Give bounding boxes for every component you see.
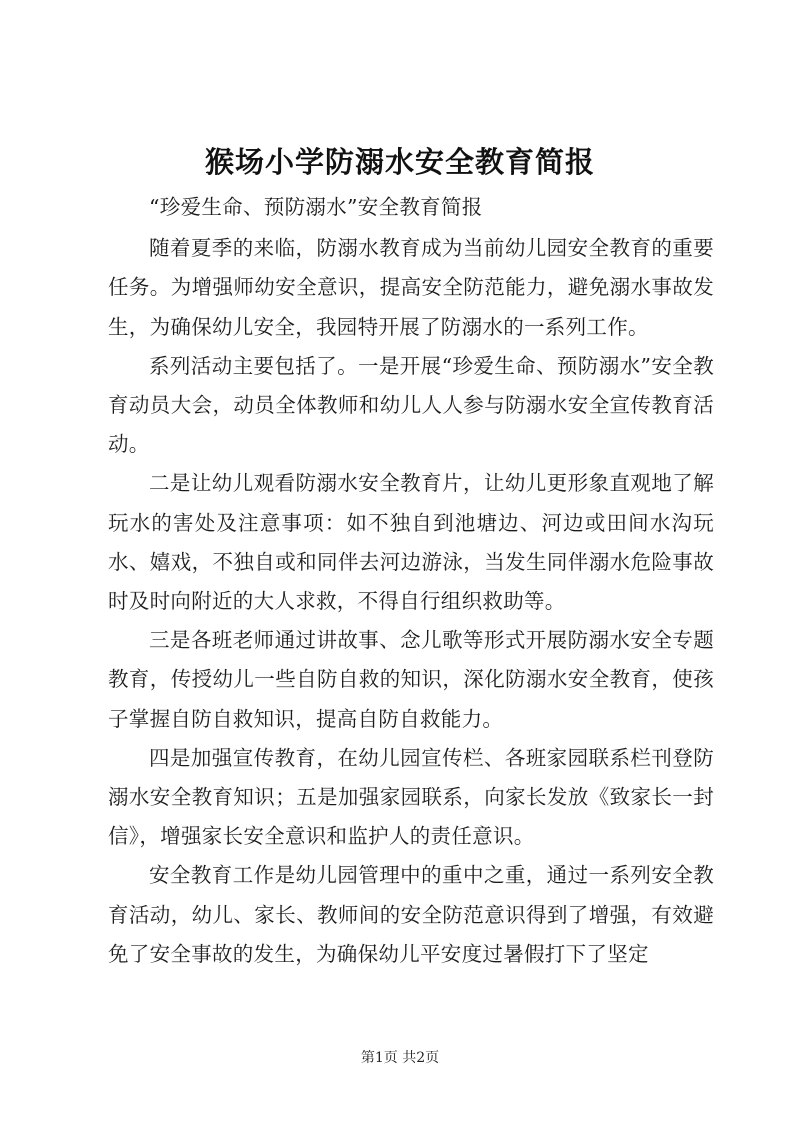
paragraph-activity-three: 三是各班老师通过讲故事、念儿歌等形式开展防溺水安全专题教育，传授幼儿一些自防自救的知识，深化防溺水安全教育，使孩子掌握自防自救知识，提高自防自救能力。 xyxy=(108,628,714,731)
page-footer: 第1页 共2页 xyxy=(360,1050,440,1066)
paragraph-activity-four-five: 四是加强宣传教育，在幼儿园宣传栏、各班家园联系栏刊登防溺水安全教育知识；五是加强家园联系，向家长发放《致家长一封信》，增强家长安全意识和监护人的责任意识。 xyxy=(108,745,714,849)
paragraph-conclusion: 安全教育工作是幼儿园管理中的重中之重，通过一系列安全教育活动，幼儿、家长、教师间的安全防范意识得到了增强，有效避免了安全事故的发生，为确保幼儿平安度过暑假打下了坚定 xyxy=(108,863,714,966)
paragraph-activity-one: 系列活动主要包括了。一是开展“珍爱生命、预防溺水”安全教育动员大会，动员全体教师和幼儿人人参与防溺水安全宣传教育活动。 xyxy=(108,353,714,457)
document-body xyxy=(108,188,714,974)
paragraph-intro: 随着夏季的来临，防溺水教育成为当前幼儿园安全教育的重要任务。为增强师幼安全意识，提高安全防范能力，避免溺水事故发生，为确保幼儿安全，我园特开展了防溺水的一系列工作。 xyxy=(108,236,714,339)
paragraph-activity-two: 二是让幼儿观看防溺水安全教育片，让幼儿更形象直观地了解玩水的害处及注意事项：如不独自到池塘边、河边或田间水沟玩水、嬉戏，不独自或和同伴去河边游泳，当发生同伴溺水危险事故时及时向附近的大人求救，不得自行组织救助等。 xyxy=(108,471,714,614)
document-title: 猴场小学防溺水安全教育简报 xyxy=(204,145,595,179)
document-subtitle: “珍爱生命、预防溺水”安全教育简报 xyxy=(149,195,483,219)
